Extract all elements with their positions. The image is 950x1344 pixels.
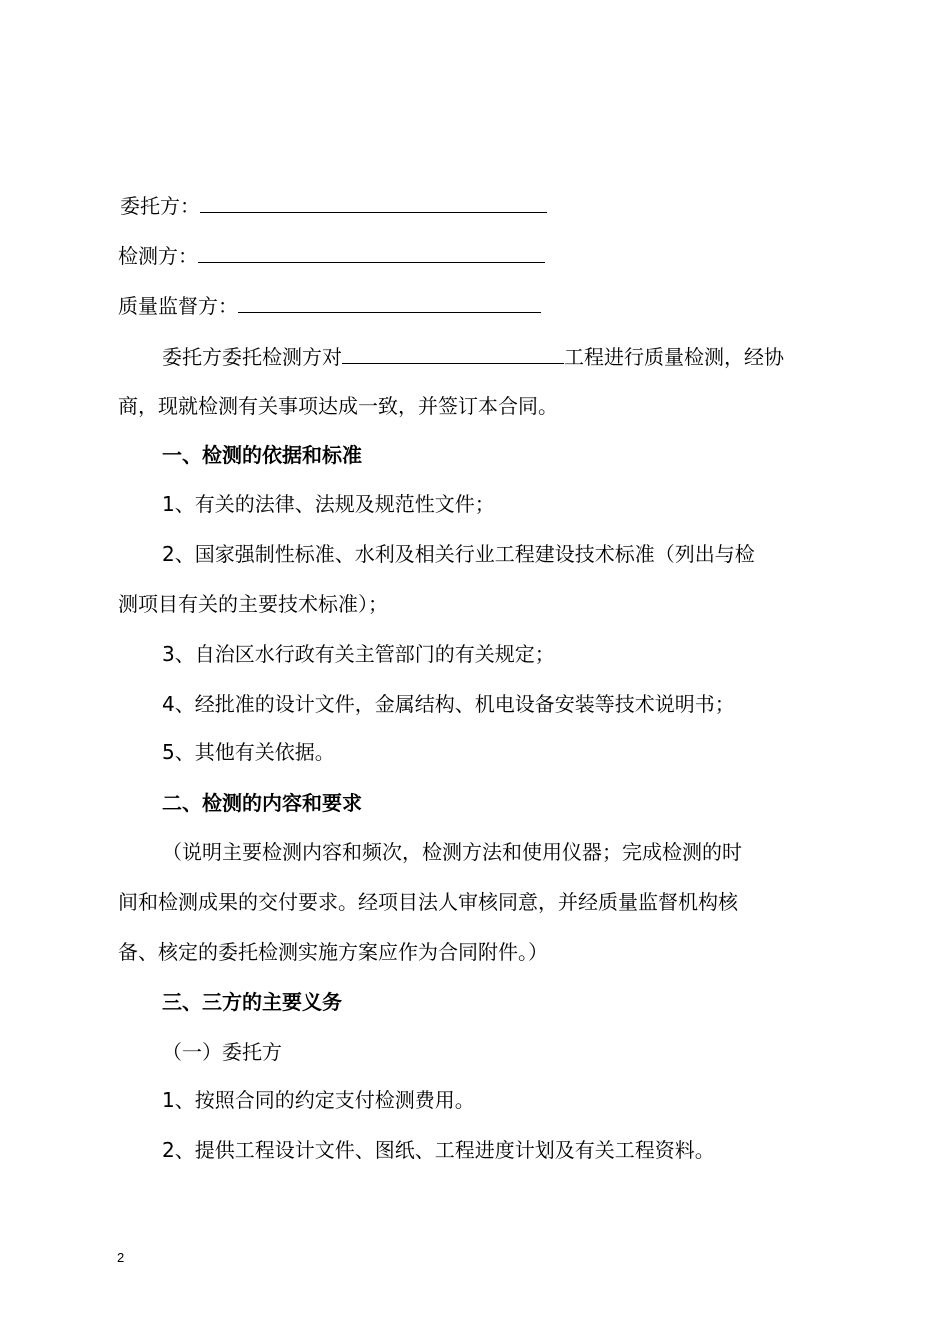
section1-title: 一、检测的依据和标准 xyxy=(162,443,362,467)
section2-line1: （说明主要检测内容和频次，检测方法和使用仪器；完成检测的时 xyxy=(162,840,742,864)
section2-line2: 间和检测成果的交付要求。经项目法人审核同意，并经质量监督机构核 xyxy=(118,890,738,914)
section1-item2-line1: 2、国家强制性标准、水利及相关行业工程建设技术标准（列出与检 xyxy=(162,542,755,566)
client-label: 委托方： xyxy=(120,194,200,218)
intro-part1: 委托方委托检测方对 xyxy=(162,345,342,369)
section2-title: 二、检测的内容和要求 xyxy=(162,791,362,815)
intro-line-2: 商，现就检测有关事项达成一致，并签订本合同。 xyxy=(118,394,558,418)
section1-item2-line2: 测项目有关的主要技术标准）； xyxy=(118,592,388,616)
section3-sub1: （一）委托方 xyxy=(162,1040,282,1064)
tester-label: 检测方： xyxy=(118,244,198,268)
section1-item4: 4、经批准的设计文件，金属结构、机电设备安装等技术说明书； xyxy=(162,692,735,716)
supervisor-line xyxy=(118,292,541,318)
intro-line-1 xyxy=(162,343,784,369)
section3-item1: 1、按照合同的约定支付检测费用。 xyxy=(162,1088,475,1112)
section3-item2: 2、提供工程设计文件、图纸、工程进度计划及有关工程资料。 xyxy=(162,1138,715,1162)
section1-item3: 3、自治区水行政有关主管部门的有关规定； xyxy=(162,642,555,666)
client-line xyxy=(120,192,547,218)
tester-blank[interactable] xyxy=(198,242,545,263)
supervisor-blank[interactable] xyxy=(238,292,541,313)
supervisor-label: 质量监督方： xyxy=(118,294,238,318)
intro-part2: 工程进行质量检测，经协 xyxy=(564,345,784,369)
tester-line xyxy=(118,242,545,268)
section1-item1: 1、有关的法律、法规及规范性文件； xyxy=(162,492,495,516)
project-name-blank[interactable] xyxy=(342,343,564,364)
section1-item5: 5、其他有关依据。 xyxy=(162,740,335,764)
client-blank[interactable] xyxy=(200,192,547,213)
section2-line3: 备、核定的委托检测实施方案应作为合同附件。） xyxy=(118,940,548,964)
page-number: 2 xyxy=(117,1250,125,1265)
section3-title: 三、三方的主要义务 xyxy=(162,990,342,1014)
